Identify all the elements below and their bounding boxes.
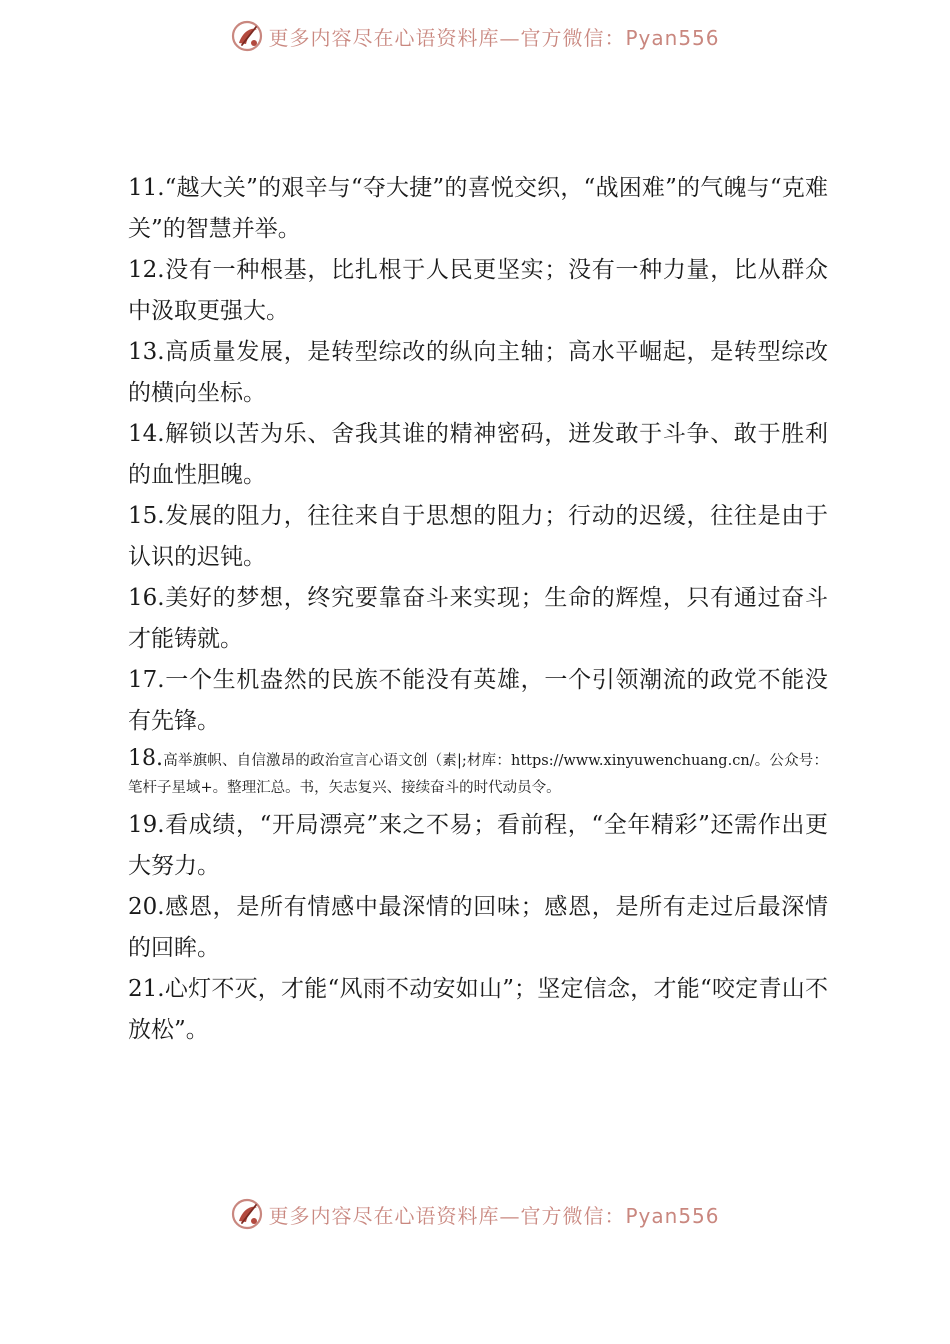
item-number: 15. [128,503,165,529]
item-text: 没有一种根基，比扎根于人民更坚实；没有一种力量，比从群众中汲取更强大。 [128,257,828,324]
seal-logo-icon [230,19,264,53]
list-item [128,168,828,250]
header-banner [0,16,950,56]
list-item [128,496,828,578]
list-item [128,250,828,332]
item-text: 解锁以苦为乐、舍我其谁的精神密码，迸发敢于斗争、敢于胜利的血性胆魄。 [128,421,828,488]
list-item [128,578,828,660]
footer-banner-text [268,1200,719,1229]
item-text: 感恩，是所有情感中最深情的回味；感恩，是所有走过后最深情的回眸。 [128,894,828,961]
item-number: 16. [128,585,165,611]
seal-logo-icon [230,1197,264,1231]
item-number: 21. [128,976,165,1002]
item-text: 美好的梦想，终究要靠奋斗来实现；生命的辉煌，只有通过奋斗才能铸就。 [128,585,828,652]
header-banner-label: 更多内容尽在心语资料库—官方微信： [268,25,626,50]
item-text: 心灯不灭，才能“风雨不动安如山”；坚定信念，才能“咬定青山不放松”。 [128,976,828,1043]
item-number: 12. [128,257,165,283]
header-banner-text [268,22,719,51]
item-text: 高质量发展，是转型综改的纵向主轴；高水平崛起，是转型综改的横向坐标。 [128,339,828,406]
footer-wechat-id: Pyan556 [625,1203,720,1228]
footer-banner [0,1194,950,1234]
list-item [128,805,828,887]
item-text: 发展的阻力，往往来自于思想的阻力；行动的迟缓，往往是由于认识的迟钝。 [128,503,828,570]
item-text: 看成绩，“开局漂亮”来之不易；看前程，“全年精彩”还需作出更大努力。 [128,812,828,879]
item-number: 18. [128,746,163,771]
list-item [128,969,828,1051]
item-text: 高举旗帜、自信激昂的政治宣言心语文创（素|;材库：https://www.xinyuwenchuang.cn/。公众号：笔杆子星域+。整理汇总。书，矢志复兴、接续奋斗的时代动员令。 [128,753,828,796]
item-number: 11. [128,175,165,201]
header-wechat-id: Pyan556 [625,25,720,50]
item-number: 20. [128,894,165,920]
item-number: 13. [128,339,165,365]
list-item [128,745,828,802]
item-text: 一个生机盎然的民族不能没有英雄，一个引领潮流的政党不能没有先锋。 [128,667,828,734]
item-number: 14. [128,421,165,447]
list-item [128,660,828,742]
footer-banner-label: 更多内容尽在心语资料库—官方微信： [268,1203,626,1228]
item-number: 19. [128,812,165,838]
document-body [128,168,828,1051]
item-number: 17. [128,667,165,693]
item-text: “越大关”的艰辛与“夺大捷”的喜悦交织，“战困难”的气魄与“克难关”的智慧并举。 [128,175,828,242]
list-item [128,414,828,496]
list-item [128,332,828,414]
list-item [128,887,828,969]
